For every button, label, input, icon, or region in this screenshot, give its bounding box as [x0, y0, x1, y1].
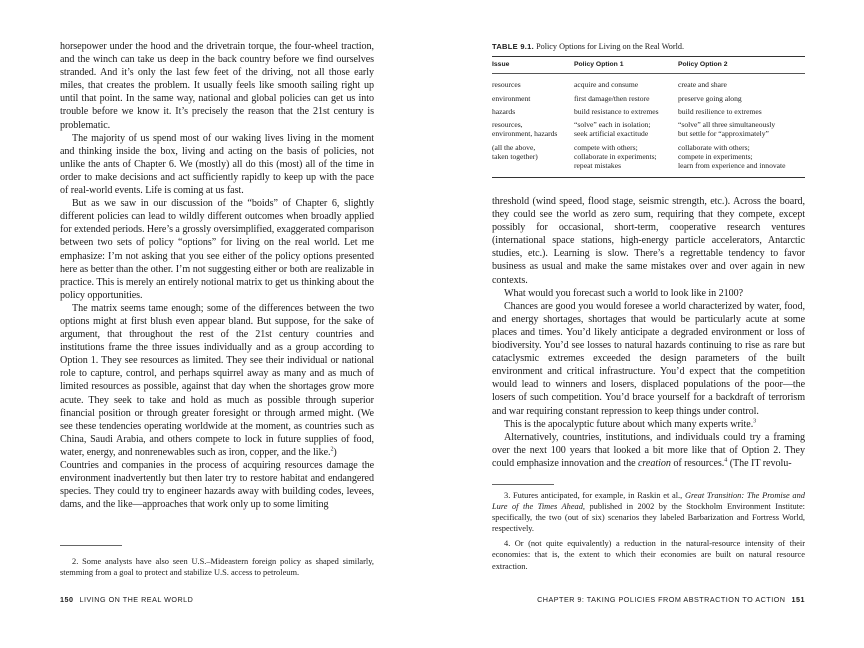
policy-table: [492, 56, 805, 178]
paragraph: The majority of us spend most of our waking lives living in the moment and thinking inside the box, living and acting on the basis of policies, not unlike the ants of Chapter 6. We (mostly) all do this (most) all of the time in order to make decisions and act sufficiently rapidly to keep up with the pace of real-world events. Life is coming at us fast.: [60, 132, 374, 197]
right-folio: [537, 595, 805, 604]
table-cell: collaborate with others; compete in experiments; learn from experience and innovate: [678, 142, 805, 177]
footnote-ref[interactable]: 3: [753, 418, 757, 425]
emphasis: creation: [637, 457, 671, 469]
footnote-ref[interactable]: 2: [330, 446, 334, 453]
footnote: 4. Or (not quite equivalently) a reduction in the natural-resource intensity of their economies: that is, the extent to which their economies are built on natural resource extraction.: [492, 539, 805, 571]
page-number: 150: [60, 595, 74, 604]
table-cell: (all the above, taken together): [492, 142, 574, 177]
paragraph: Chances are good you would foresee a world characterized by water, food, and energy shortages, shortages that would be particularly acute at some places and times. You’d likely anticipate a degraded environment or loss of biodiversity. You’d see losses to natural hazards continuing to rise as rare but cataclysmic extremes exceeded the design parameters of the built environment and critical infrastructure. You’d expect that the competition would lead to winners and losers, displaced populations of the poor—the losers of such competition. You’d brace yourself for a backdraft of terrorism and war requiring constant repression to keep things under control.: [492, 300, 805, 417]
paragraph: horsepower under the hood and the drivetrain torque, the four-wheel traction, and the winch can take us deep in the back country before we find ourselves stranded. And it’s only the last few feet of the driving, not all those early miles, that creates the problem. It usually feels like smooth sailing right up until that point. In the same way, national and global policies can get us into trouble before we know it. It’s precisely the reason that the 21st century is problematic.: [60, 41, 374, 131]
table-cell: compete with others; collaborate in experiments; repeat mistakes: [574, 142, 678, 177]
table-cell: first damage/then restore: [574, 93, 650, 103]
column-header: Policy Option 2: [678, 57, 805, 74]
left-body-text: [60, 40, 374, 511]
table-row: [492, 74, 805, 93]
column-header: Policy Option 1: [574, 57, 678, 74]
running-head: CHAPTER 9: TAKING POLICIES FROM ABSTRACTION TO ACTION: [537, 595, 786, 604]
left-footnotes: [60, 556, 374, 578]
table-body: [492, 74, 805, 177]
paragraph-text: The matrix seems tame enough; some of the differences between the two options might at first blush even appear bland. But suppose, for the sake of argument, that throughout the rest of the 21st century countries and institutions frame the three issues individually and as a group according to Option 1. They see resources as limited. They see their individual or national role to capture, control, and perhaps squirrel away as many and as much of limited resources as possible, against that day when the shortages grow more acute. They seek to take and hold as much as possible through superior financial position or through greater foresight or through armed might. (We see these tendencies operating worldwide at the moment, as countries such as China, Saudi Arabia, and others compete to lock in future supplies of food, water, energy, and nonrenewables such as iron, copper, and the like.: [60, 302, 374, 458]
left-folio: [60, 595, 193, 604]
table-row: [492, 93, 805, 106]
paragraph: What would you forecast such a world to look like in 2100?: [504, 287, 744, 299]
table-cell: resources, environment, hazards: [492, 120, 558, 139]
table-cell: resources: [492, 80, 521, 90]
page-number: 151: [791, 595, 805, 604]
paragraph: But as we saw in our discussion of the “boids” of Chapter 6, slightly different policies can lead to wildly different outcomes when broadly applied for extended periods. Here’s a grossly oversimplified, exaggerated comparison between two sets of policy “options” for living on the real world. Let me emphasize: I’m not asking that you see either of the policy options presented here as better than the other. I’m not suggesting either or both are realizable in practice. This is merely an entirely notional matrix to get us thinking about the policy opportunities.: [60, 198, 375, 301]
table-row: [492, 119, 805, 142]
table-cell: build resistance to extremes: [574, 106, 659, 116]
paragraph-text: (The IT revolu-: [727, 457, 792, 469]
book-title: Great Transition: The Promise and Lure of the Times Ahead: [492, 491, 805, 512]
paragraph: threshold (wind speed, flood stage, seismic strength, etc.). Across the board, they could see the world as zero sum, requiring that they compete, except possibly for occasional, short-term, cooperative research ventures (international space stations, high-energy particle accelerators, Antarctic studies, etc.). Learning is slow. There’s a regrettable tendency to favor business as usual and make the same mistakes over and over again in new contexts.: [492, 196, 805, 286]
footnote-rule: [60, 545, 122, 546]
footnote: [492, 490, 805, 534]
paragraph: [492, 418, 805, 431]
footnote: 2. Some analysts have also seen U.S.–Mideastern foreign policy as shaped similarly, stemming from a goal to protect and stabilize U.S. access to petroleum.: [60, 557, 374, 578]
right-body-text: [492, 195, 805, 470]
table-header-row: [492, 57, 805, 74]
table-cell: acquire and consume: [574, 80, 639, 90]
running-head: LIVING ON THE REAL WORLD: [79, 595, 194, 604]
footnote-ref[interactable]: 4: [724, 457, 728, 464]
table-cell: preserve going along: [678, 93, 742, 103]
table-label: TABLE 9.1.: [492, 42, 535, 51]
paragraph-text: Alternatively, countries, institutions, and individuals could try a framing over the next 100 years that looked a bit more like that of Option 2. They could emphasize innovation and the: [492, 431, 805, 469]
table-cell: “solve” all three simultaneously but settle for “approximately”: [678, 120, 776, 139]
table-cell: “solve” each in isolation; seek artificial exactitude: [574, 120, 651, 139]
paragraph: [492, 431, 805, 470]
table-row: [492, 106, 805, 119]
paragraph: [60, 302, 374, 459]
right-page: [492, 0, 805, 648]
table-cell: hazards: [492, 106, 516, 116]
table-row: [492, 142, 805, 177]
table-caption: [492, 42, 684, 51]
right-footnotes: [492, 490, 805, 572]
table-cell: build resilience to extremes: [678, 106, 762, 116]
paragraph-text: This is the apocalyptic future about which many experts write.: [504, 418, 754, 430]
table-cell: create and share: [678, 80, 727, 90]
column-header: Issue: [492, 57, 574, 74]
footnote-rule: [492, 484, 554, 485]
footnote-text: 3. Futures anticipated, for example, in Raskin et al.,: [504, 491, 685, 500]
paragraph: Countries and companies in the process of acquiring resources damage the environment inadvertently but then later try to restore habitat and endangered species. They could try to engineer hazards away with building codes, levees, dams, and the like—approaches that work only up to some limiting: [60, 460, 374, 511]
table-cell: environment: [492, 93, 531, 103]
table-title: Policy Options for Living on the Real World.: [536, 42, 685, 51]
paragraph-text: of resources.: [670, 457, 725, 469]
footnote-text: , published in 2002 by the Stockholm Environment Institute: specifically, the two (out of six) scenarios they labeled Barbarization and Fortress World, respectively.: [492, 502, 805, 534]
left-page: [60, 0, 374, 648]
paragraph-close: ): [333, 446, 337, 458]
